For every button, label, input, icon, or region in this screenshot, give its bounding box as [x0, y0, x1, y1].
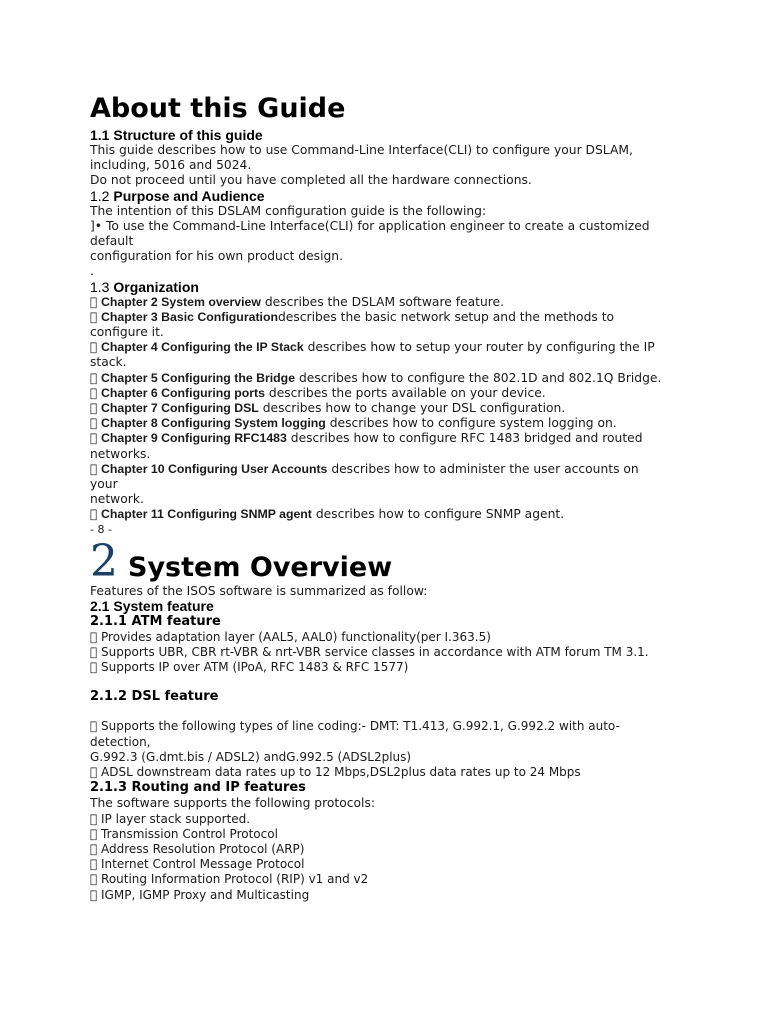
chapter-description: describes how to administer the user accounts on your network. — [90, 461, 636, 507]
list-item — [90, 310, 710, 340]
list-item — [90, 371, 710, 386]
chapter-name: Chapter 9 Configuring RFC1483 — [97, 431, 284, 446]
guide-title: About this Guide — [90, 93, 346, 124]
list-item — [90, 295, 710, 310]
list-item — [90, 431, 710, 461]
organization-list — [90, 295, 710, 523]
list-item — [90, 386, 710, 401]
section-title: Purpose and Audience — [109, 187, 265, 204]
bullet-icon — [90, 416, 98, 431]
section-title: Organization — [109, 278, 199, 295]
paragraph: The intention of this DSLAM configuration guide is the following: — [90, 203, 487, 218]
list-item — [90, 401, 710, 416]
section-heading-2-1-2: 2.1.2 DSL feature — [90, 689, 219, 705]
list-item: Supports the following types of line coding:- DMT: T1.413, G.992.1, G.992.2 with auto- detection, G.992.3 (G.dmt.bis / ADSL2) andG.992.5 (ADSL2plus) — [90, 719, 617, 764]
chapter-name: Chapter 8 Configuring System logging — [97, 416, 323, 431]
chapter-name: Chapter 5 Configuring the Bridge — [97, 370, 292, 385]
page-number: - 8 - — [90, 522, 112, 536]
section-number: 1.3 — [90, 278, 110, 295]
bullet-icon — [90, 309, 98, 324]
section-heading-2-1: 2.1 System feature — [90, 597, 214, 614]
list-item: Transmission Control Protocol — [90, 826, 275, 841]
list-item: Address Resolution Protocol (ARP) — [90, 841, 302, 856]
paragraph: The software supports the following protocols: — [90, 796, 376, 811]
list-item: ADSL downstream data rates up to 12 Mbps,DSL2plus data rates up to 24 Mbps — [90, 765, 578, 780]
document-page — [90, 90, 710, 903]
list-item — [90, 462, 710, 508]
bullet-icon — [90, 294, 98, 309]
chapter-name: Chapter 4 Configuring the IP Stack — [97, 340, 301, 355]
section-number: 1.2 — [90, 187, 110, 204]
spacer — [90, 705, 710, 719]
list-item: Supports IP over ATM (IPoA, RFC 1483 & RFC 1577) — [90, 660, 405, 675]
list-item — [90, 416, 710, 431]
chapter-description: describes how to setup your router by configuring the IP stack. — [90, 340, 652, 370]
chapter-heading — [90, 535, 710, 587]
list-item: Supports UBR, CBR rt-VBR & nrt-VBR service classes in accordance with ATM forum TM 3.1. — [90, 645, 646, 660]
list-item — [90, 340, 710, 370]
paragraph: ]• To use the Command-Line Interface(CLI) for application engineer to create a customized default configuration for his own product design. — [90, 218, 650, 264]
list-item: Internet Control Message Protocol — [90, 857, 302, 872]
chapter-description: describes the basic network setup and the methods to configure it. — [90, 309, 611, 340]
chapter-title: System Overview — [128, 551, 393, 583]
paragraph: Do not proceed until you have completed all the hardware connections. — [90, 173, 532, 188]
section-heading-1-1: 1.1 Structure of this guide — [90, 127, 263, 143]
paragraph: Features of the ISOS software is summarized as follow: — [90, 583, 428, 598]
chapter-description: describes how to configure system logging on. — [322, 416, 614, 431]
bullet-icon — [90, 431, 98, 446]
section-heading-2-1-1: 2.1.1 ATM feature — [90, 613, 221, 629]
list-item — [90, 507, 710, 522]
chapter-name: Chapter 3 Basic Configuration — [97, 309, 275, 324]
paragraph: This guide describes how to use Command-Line Interface(CLI) to configure your DSLAM, including, 5016 and 5024. — [90, 143, 633, 173]
bullet-icon — [90, 370, 98, 385]
chapter-name: Chapter 11 Configuring SNMP agent — [97, 507, 309, 522]
list-item: Provides adaptation layer (AAL5, AAL0) functionality(per I.363.5) — [90, 629, 488, 644]
bullet-icon — [90, 507, 98, 522]
bullet-icon — [90, 385, 98, 400]
section-heading-1-3 — [90, 280, 710, 295]
chapter-description: describes how to configure the 802.1D and 802.1Q Bridge. — [291, 370, 658, 385]
chapter-description: describes how to change your DSL configuration. — [255, 401, 562, 416]
paragraph: . — [90, 264, 94, 279]
list-item: IP layer stack supported. — [90, 811, 247, 826]
chapter-description: describes the ports available on your device. — [261, 385, 543, 400]
section-heading-1-2 — [90, 189, 710, 204]
chapter-description: describes how to configure RFC 1483 bridged and routed networks. — [90, 431, 640, 461]
chapter-name: Chapter 7 Configuring DSL — [97, 401, 256, 416]
chapter-description: describes how to configure SNMP agent. — [308, 507, 561, 522]
bullet-icon — [90, 401, 98, 416]
bullet-icon — [90, 461, 98, 476]
chapter-number: 2 — [90, 535, 118, 587]
list-item: IGMP, IGMP Proxy and Multicasting — [90, 887, 306, 902]
chapter-name: Chapter 10 Configuring User Accounts — [97, 461, 325, 476]
chapter-name: Chapter 2 System overview — [97, 294, 258, 309]
chapter-name: Chapter 6 Configuring ports — [97, 385, 262, 400]
bullet-icon — [90, 340, 98, 355]
chapter-description: describes the DSLAM software feature. — [257, 294, 501, 309]
section-heading-2-1-3: 2.1.3 Routing and IP features — [90, 780, 306, 796]
list-item: Routing Information Protocol (RIP) v1 and v2 — [90, 872, 365, 887]
spacer — [90, 675, 710, 689]
